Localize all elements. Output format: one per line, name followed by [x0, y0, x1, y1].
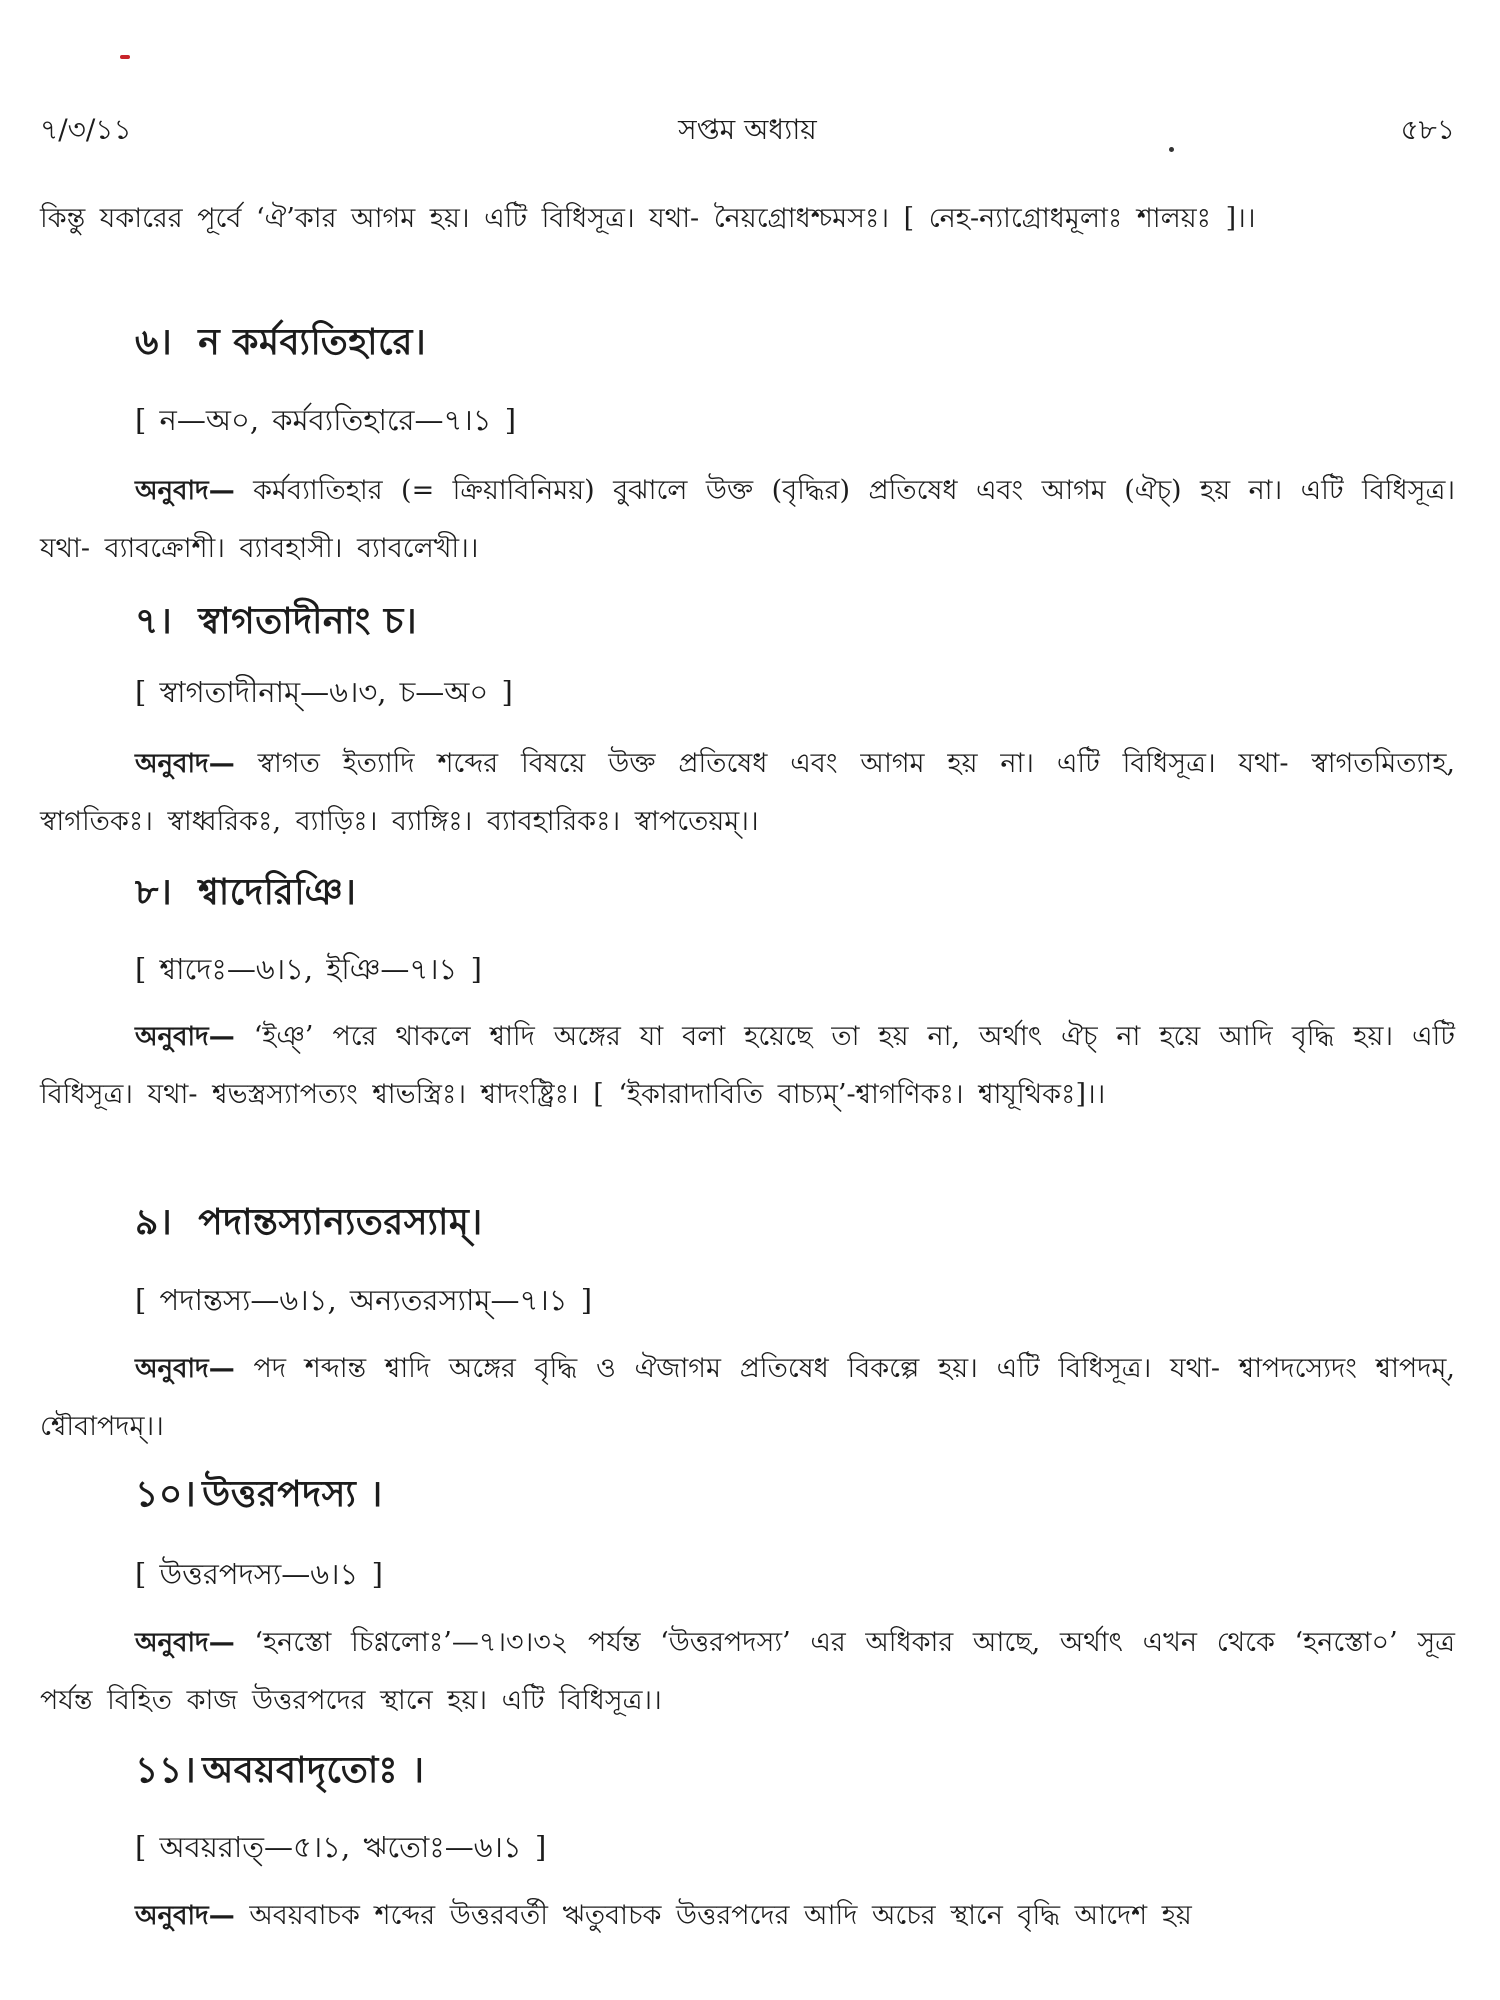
header-sutra-reference: ৭/৩/১১: [40, 113, 132, 146]
intro-paragraph: কিন্তু যকারের পূর্বে ‘ঐ’কার আগম হয়। এটি বিধিসূত্র। যথা- নৈয়গ্রোধশ্চমসঃ। [ নেহ-ন্যাগ্রোধমূলাঃ শালয়ঃ ]।।: [40, 203, 1256, 234]
sutra-number: ৯।: [135, 1202, 173, 1243]
sutra-vibhakti: [ অবয়রাত্—৫।১, ঋতোঃ—৬।১ ]: [135, 1830, 547, 1864]
sutra-title: স্বাগতাদীনাং চ।: [198, 601, 418, 642]
anubad-label: অনুবাদ—: [135, 1901, 235, 1931]
sutra-translation: [40, 1887, 1455, 1945]
translation-text: অবয়বাচক শব্দের উত্তরবর্তী ঋতুবাচক উত্তরপদের আদি অচের স্থানে বৃদ্ধি আদেশ হয়: [249, 1900, 1192, 1931]
sutra-number: ৭।: [135, 601, 173, 642]
sutra-number: ৮।: [135, 872, 173, 913]
sutra-heading: [135, 597, 417, 647]
anubad-label: অনুবাদ—: [135, 1022, 235, 1052]
sutra-heading: [135, 1470, 383, 1520]
sutra-heading: [135, 1746, 424, 1796]
page-number: ৫৮১: [1400, 113, 1455, 146]
sutra-title: ন কর্মব্যতিহারে।: [198, 322, 427, 363]
sutra-translation: [40, 1614, 1455, 1729]
anubad-label: অনুবাদ—: [135, 1354, 235, 1384]
sutra-vibhakti: [ স্বাগতাদীনাম্—৬।৩, চ—অ০ ]: [135, 675, 513, 709]
sutra-translation: [40, 1008, 1455, 1123]
sutra-title: পদান্তস্যান্যতরস্যাম্।: [198, 1202, 483, 1243]
sutra-translation: [40, 735, 1455, 850]
sutra-number: ১১।: [135, 1750, 197, 1791]
sutra-translation: [40, 1340, 1455, 1455]
translation-text: স্বাগত ইত্যাদি শব্দের বিষয়ে উক্ত প্রতিষেধ এবং আগম হয় না। এটি বিধিসূত্র। যথা- স্বাগতমিত্যাহ, স্বাগতিকঃ। স্বাধ্বরিকঃ, ব্যাড়িঃ। ব্যাঙ্গিঃ। ব্যাবহারিকঃ। স্বাপতেয়ম্।।: [40, 748, 1455, 837]
anubad-label: অনুবাদ—: [135, 1628, 235, 1658]
sutra-vibhakti: [ উত্তরপদস্য—৬।১ ]: [135, 1557, 383, 1591]
sutra-vibhakti: [ পদান্তস্য—৬।১, অন্যতরস্যাম্—৭।১ ]: [135, 1283, 593, 1317]
sutra-vibhakti: [ শ্বাদেঃ—৬।১, ইঞি—৭।১ ]: [135, 952, 482, 986]
translation-text: ‘ইঞ্’ পরে থাকলে শ্বাদি অঙ্গের যা বলা হয়েছে তা হয় না, অর্থাৎ ঐচ্ না হয়ে আদি বৃদ্ধি হয়। এটি বিধিসূত্র। যথা- শ্বভস্ত্রস্যাপত্যং শ্বাভস্ত্রিঃ। শ্বাদংষ্ট্রিঃ। [ ‘ইকারাদাবিতি বাচ্যম্’-শ্বাগণিকঃ। শ্বাযূথিকঃ]।।: [40, 1021, 1455, 1110]
ink-speck: [120, 55, 130, 59]
translation-text: ‘হনস্তো চিণ্ণলোঃ’—৭।৩।৩২ পর্যন্ত ‘উত্তরপদস্য’ এর অধিকার আছে, অর্থাৎ এখন থেকে ‘হনস্তো০’ সূত্র পর্যন্ত বিহিত কাজ উত্তরপদের স্থানে হয়। এটি বিধিসূত্র।।: [40, 1627, 1455, 1716]
sutra-title: উত্তরপদস্য ।: [202, 1474, 383, 1515]
sutra-translation: [40, 462, 1455, 577]
anubad-label: অনুবাদ—: [135, 749, 235, 779]
sutra-heading: [135, 318, 426, 368]
sutra-number: ৬।: [135, 322, 173, 363]
sutra-vibhakti: [ ন—অ০, কর্মব্যতিহারে—৭।১ ]: [135, 403, 517, 437]
anubad-label: অনুবাদ—: [135, 476, 235, 506]
sutra-number: ১০।: [135, 1474, 197, 1515]
sutra-heading: [135, 868, 356, 918]
header-chapter-title: সপ্তম অধ্যায়: [678, 113, 817, 146]
sutra-title: শ্বাদেরিঞি।: [198, 872, 357, 913]
sutra-heading: [135, 1198, 483, 1248]
translation-text: পদ শব্দান্ত শ্বাদি অঙ্গের বৃদ্ধি ও ঐজাগম প্রতিষেধ বিকল্পে হয়। এটি বিধিসূত্র। যথা- শ্বাপদস্যেদং শ্বাপদম্, শ্বৌবাপদম্।।: [40, 1353, 1455, 1442]
sutra-title: অবয়বাদৃতোঃ ।: [202, 1750, 425, 1791]
translation-text: কর্মব্যাতিহার (= ক্রিয়াবিনিময়) বুঝালে উক্ত (বৃদ্ধির) প্রতিষেধ এবং আগম (ঐচ্) হয় না। এটি বিধিসূত্র। যথা- ব্যাবক্রোশী। ব্যাবহাসী। ব্যাবলেখী।।: [40, 475, 1455, 564]
running-header: [40, 110, 1455, 150]
